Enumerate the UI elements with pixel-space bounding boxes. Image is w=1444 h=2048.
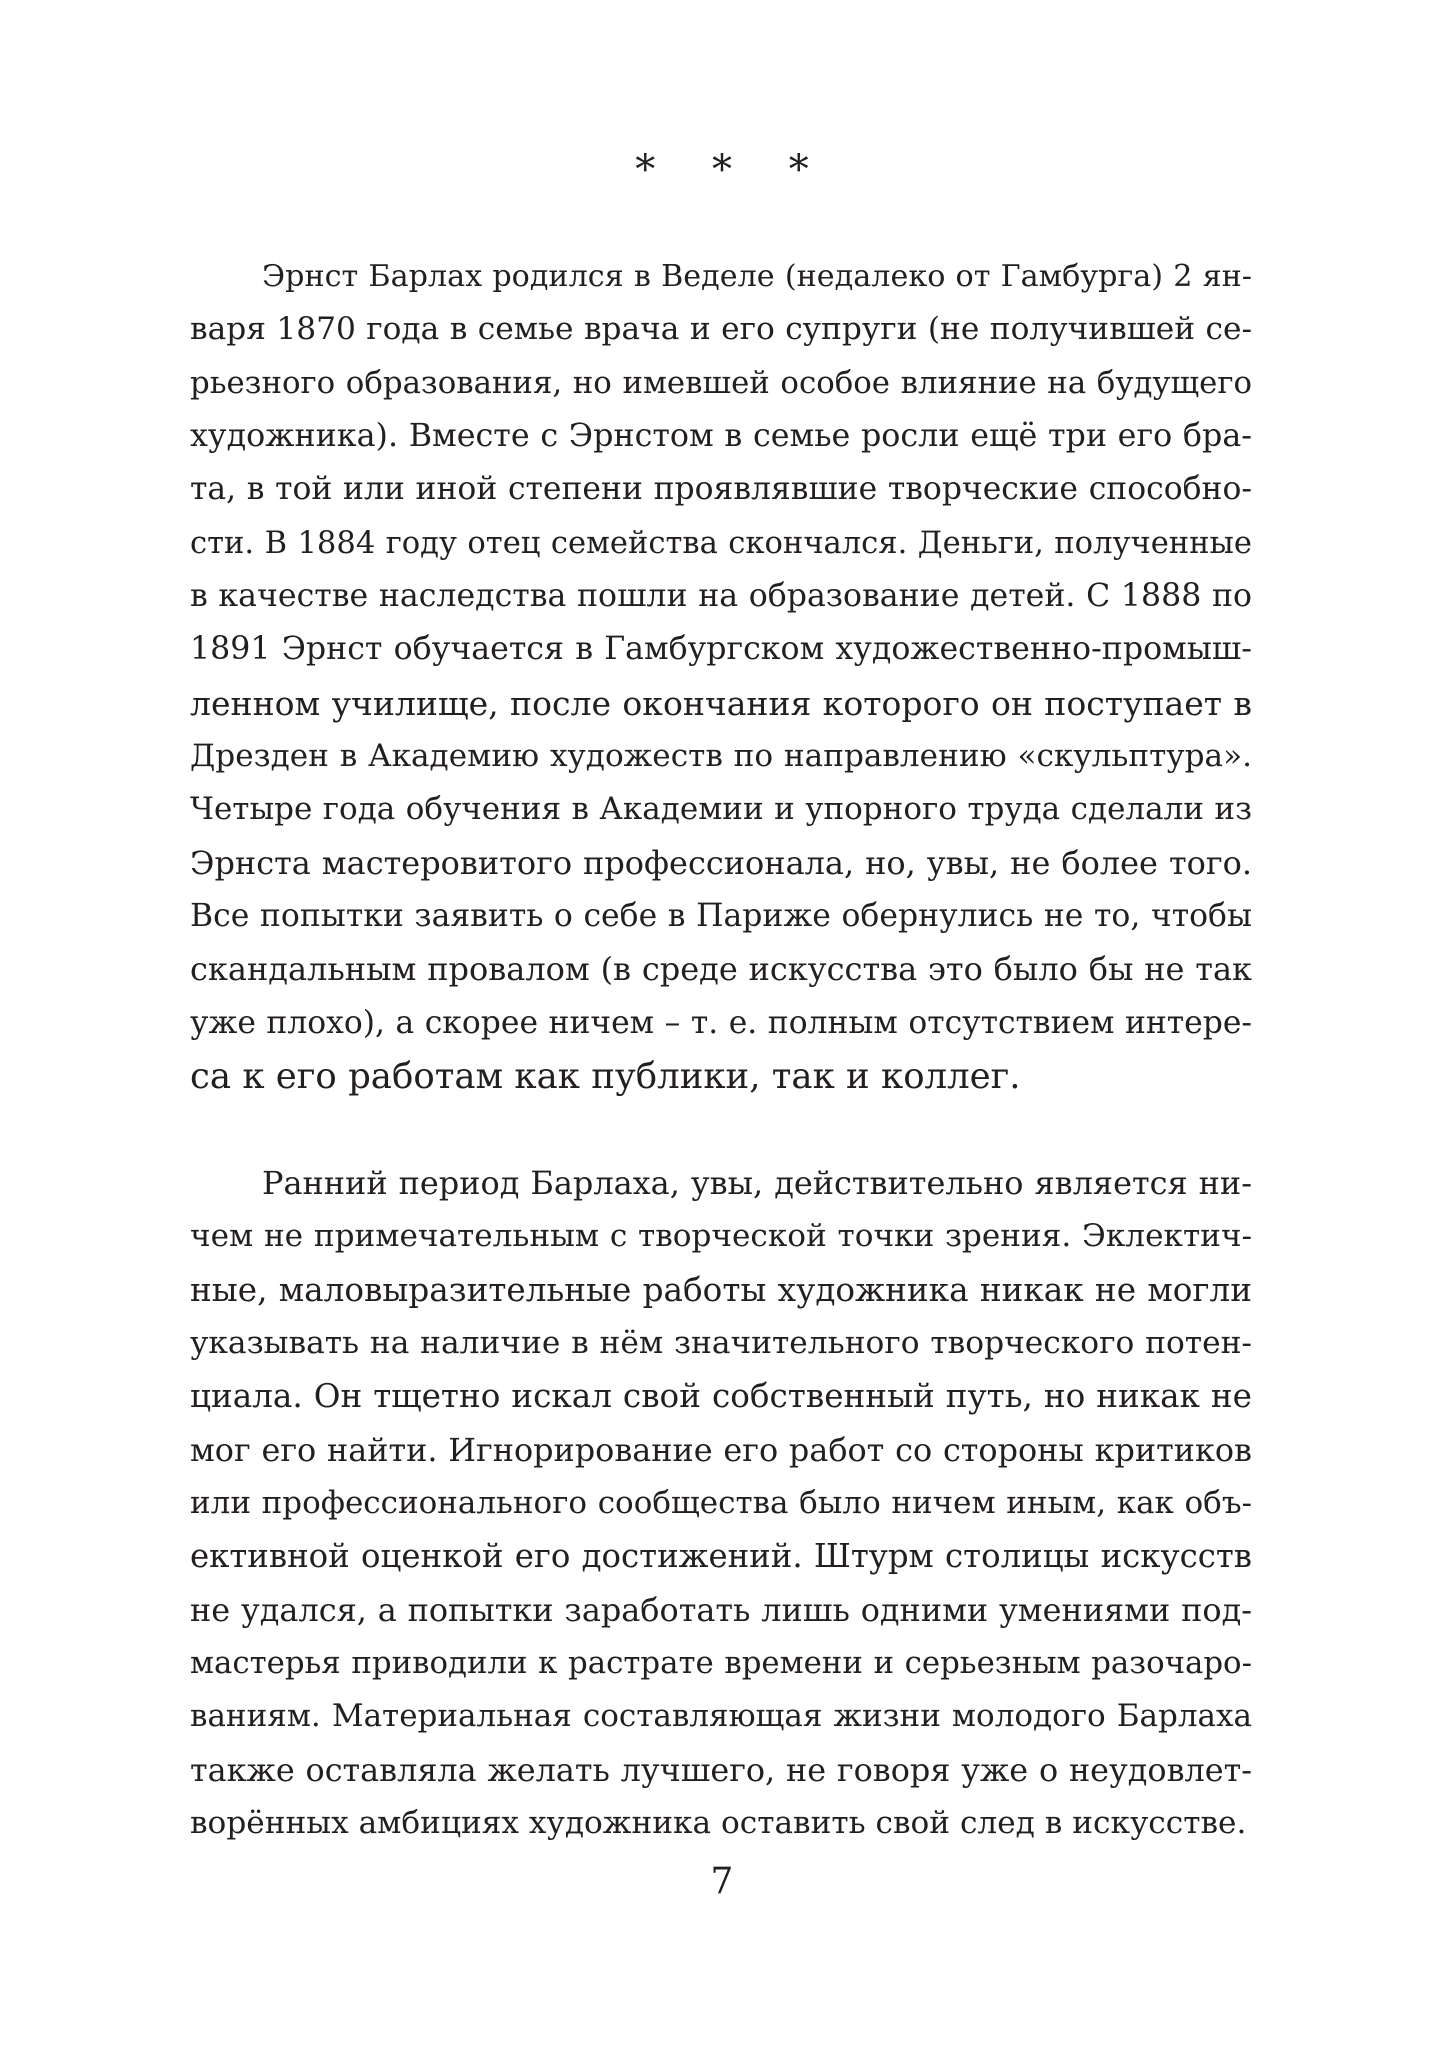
paragraph-line: ваниям. Материальная составляющая жизни молодого Барлаха <box>190 1698 1252 1735</box>
paragraph-line: Эрнста мастеровитого профессионала, но, увы, не более того. <box>190 843 1252 882</box>
paragraph-line: са к его работам как публики, так и коллег. <box>190 1055 1021 1097</box>
paragraph-line: рьезного образования, но имевшей особое влияние на будущего <box>190 364 1252 401</box>
paragraph-line: 1891 Эрнст обучается в Гамбургском художественно-промыш- <box>190 631 1252 668</box>
paragraph-line: варя 1870 года в семье врача и его супруги (не получившей се- <box>190 311 1252 348</box>
paragraph-line: циала. Он тщетно искал свой собственный путь, но никак не <box>190 1377 1252 1416</box>
paragraph-line: сти. В 1884 году отец семейства скончался. Деньги, полученные <box>190 525 1252 561</box>
paragraph-line: ективной оценкой его достижений. Штурм столицы искусств <box>190 1537 1252 1576</box>
paragraph-line: Ранний период Барлаха, увы, действительно является ни- <box>262 1164 1252 1202</box>
paragraph-line: Эрнст Барлах родился в Веделе (недалеко от Гамбурга) 2 ян- <box>262 259 1252 294</box>
paragraph-line: Четыре года обучения в Академии и упорного труда сделали из <box>190 791 1252 828</box>
paragraph-line: та, в той или иной степени проявлявшие творческие способно- <box>190 471 1252 508</box>
paragraph-line: ленном училище, после окончания которого он поступает в <box>190 683 1252 723</box>
paragraph-line: не удался, а попытки заработать лишь одними умениями под- <box>190 1590 1252 1629</box>
paragraph-line: ворённых амбициях художника оставить свой след в искусстве. <box>190 1804 1247 1841</box>
paragraph-line: скандальным провалом (в среде искусства это было бы не так <box>190 950 1252 989</box>
paragraph-line: указывать на наличие в нём значительного творческого потен- <box>190 1324 1252 1361</box>
paragraph-2 <box>190 1157 1252 1850</box>
paragraph-line: чем не примечательным с творческой точки зрения. Эклектич- <box>190 1218 1252 1255</box>
paragraph-line: также оставляла желать лучшего, не говоря уже о неудовлет- <box>190 1750 1252 1789</box>
paragraph-line: ные, маловыразительные работы художника никак не могли <box>190 1270 1252 1309</box>
paragraph-line: мог его найти. Игнорирование его работ со стороны критиков <box>190 1430 1252 1469</box>
paragraph-line: художника). Вместе с Эрнстом в семье росли ещё три его бра- <box>190 417 1252 454</box>
paragraph-line: уже плохо), а скорее ничем – т. е. полным отсутствием интере- <box>190 1004 1252 1041</box>
paragraph-1 <box>190 250 1252 1103</box>
paragraph-line: в качестве наследства пошли на образование детей. С 1888 по <box>190 577 1252 614</box>
paragraph-line: Все попытки заявить о себе в Париже обернулись не то, чтобы <box>190 897 1252 934</box>
section-divider: * * * <box>635 147 831 193</box>
paragraph-line: мастерья приводили к растрате времени и серьезным разочаро- <box>190 1644 1252 1681</box>
paragraph-line: Дрезден в Академию художеств по направлению «скульптура». <box>190 737 1252 774</box>
paragraph-line: или профессионального сообщества было ничем иным, как объ- <box>190 1484 1252 1521</box>
page-number: 7 <box>710 1861 734 1902</box>
